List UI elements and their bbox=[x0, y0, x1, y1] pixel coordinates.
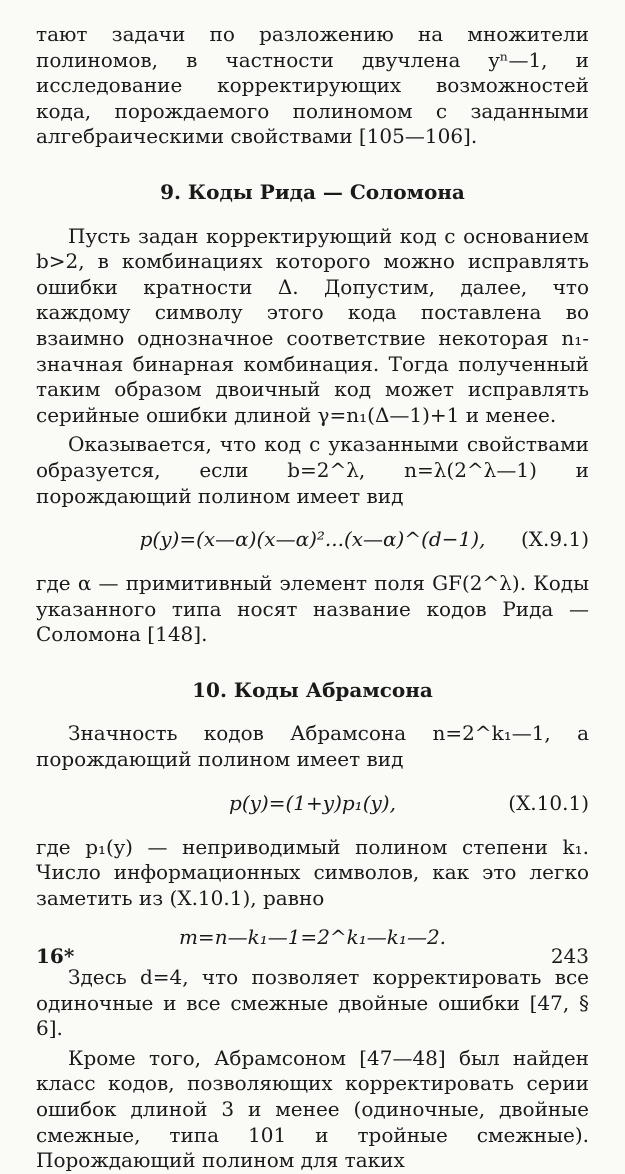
formula-x-10-1-number: (X.10.1) bbox=[508, 790, 589, 815]
section-10-paragraph-2: где p₁(y) — неприводимый полином степени k₁. Число информационных символов, как это легко заметить из (X.10.1), равно bbox=[36, 834, 589, 910]
section-9-paragraph-2: Оказывается, что код с указанными свойствами образуется, если b=2^λ, n=λ(2^λ—1) и порождающий полином имеет вид bbox=[36, 432, 589, 508]
formula-x-9-1 bbox=[36, 527, 589, 557]
page-number: 243 bbox=[550, 944, 589, 968]
formula-x-9-1-number: (X.9.1) bbox=[520, 527, 589, 552]
section-10-paragraph-3: Здесь d=4, что позволяет корректировать все одиночные и все смежные двойные ошибки [47, § 6]. bbox=[36, 965, 589, 1041]
section-10-heading: 10. Коды Абрамсона bbox=[192, 677, 433, 702]
page-footer bbox=[36, 944, 589, 970]
equation-information-symbols: m=n—k₁—1=2^k₁—k₁—2. bbox=[178, 925, 447, 950]
signature-mark: 16* bbox=[36, 944, 75, 968]
formula-x-9-1-expression: p(y)=(x—α)(x—α)²...(x—α)^(d−1), bbox=[139, 527, 486, 552]
formula-x-10-1-expression: p(y)=(1+y)p₁(y), bbox=[229, 790, 396, 815]
top-paragraph: тают задачи по разложению на множители полиномов, в частности двучлена yⁿ—1, и исследование корректирующих возможностей кода, порождаемого полиномом с заданными алгебраическими свойствами [105—106]. bbox=[36, 22, 589, 149]
section-9-heading: 9. Коды Рида — Соломона bbox=[160, 179, 465, 204]
section-9-paragraph-1: Пусть задан корректирующий код с основанием b>2, в комбинациях которого можно исправлять ошибки кратности Δ. Допустим, далее, что каждому символу этого кода поставлена во взаимно однозначное соответствие некоторая n₁-значная бинарная комбинация. Тогда полученный таким образом двоичный код может исправлять серийные ошибки длиной γ=n₁(Δ—1)+1 и менее. bbox=[36, 223, 589, 427]
formula-x-10-1 bbox=[36, 791, 589, 821]
section-10-paragraph-4: Кроме того, Абрамсоном [47—48] был найден класс кодов, позволяющих корректировать серии ошибок длиной 3 и менее (одиночные, двойные смежные, типа 101 и тройные смежные). Порождающий полином для таких bbox=[36, 1045, 589, 1173]
section-10-paragraph-1: Значность кодов Абрамсона n=2^k₁—1, а порождающий полином имеет вид bbox=[36, 721, 589, 772]
page-body bbox=[36, 22, 589, 1174]
section-9-paragraph-3: где α — примитивный элемент поля GF(2^λ). Коды указанного типа носят название кодов Рида — Соломона [148]. bbox=[36, 571, 589, 647]
